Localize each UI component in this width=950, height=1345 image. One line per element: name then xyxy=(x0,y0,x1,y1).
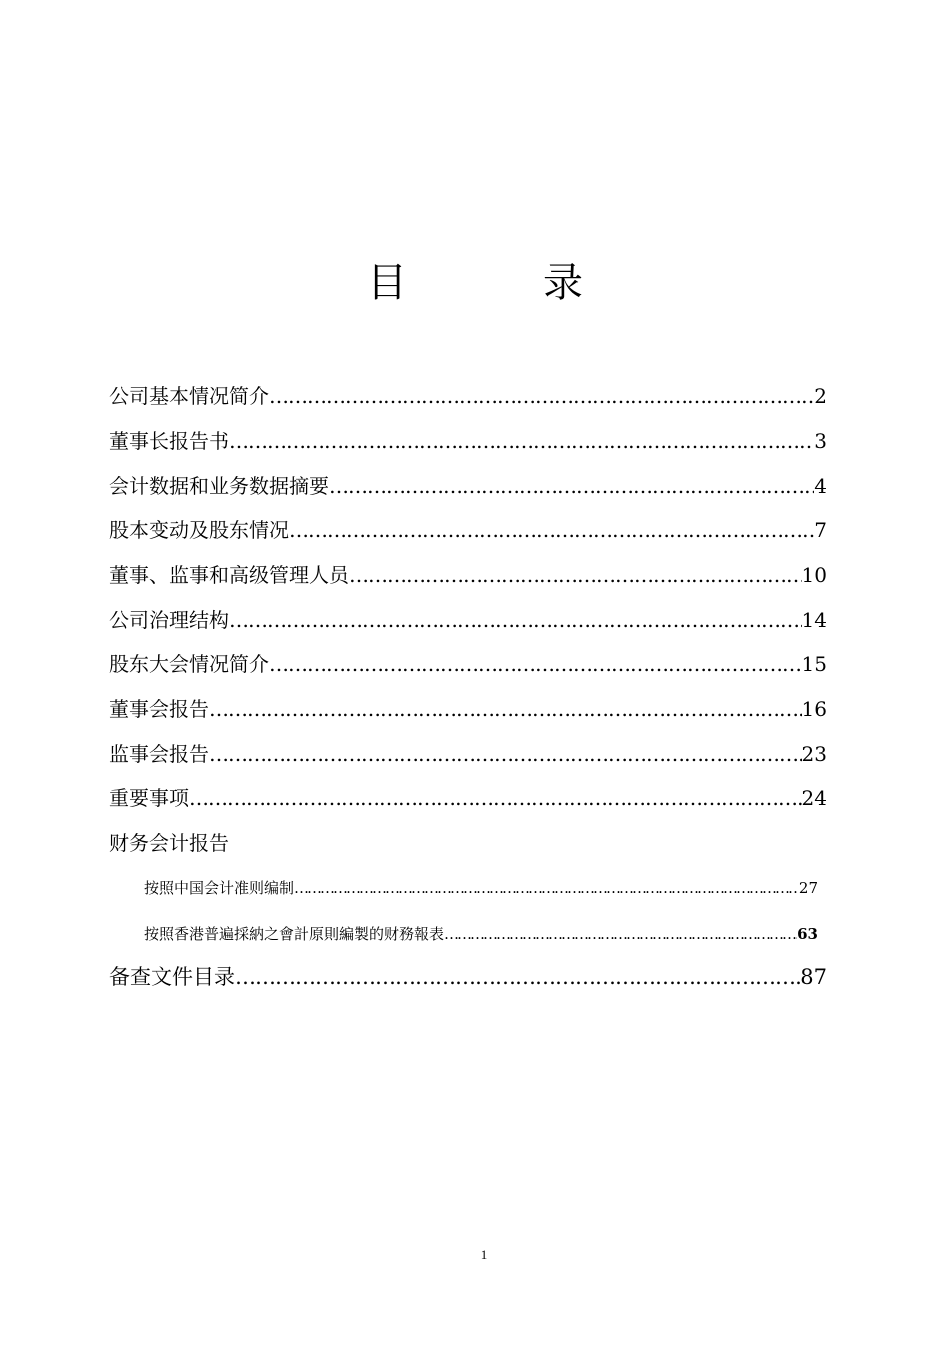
toc-entry-label: 按照中国会计准则编制 xyxy=(144,879,295,897)
toc-entry-label: 公司基本情况简介 xyxy=(109,384,269,408)
toc-leader-dots xyxy=(444,923,797,945)
toc-entry-label: 重要事项 xyxy=(109,786,189,810)
toc-entry-label: 财务会计报告 xyxy=(109,831,229,855)
toc-entry-page: 7 xyxy=(814,518,827,542)
toc-entry-label: 按照香港普遍採納之會計原則編製的财務報表 xyxy=(144,925,445,943)
toc-entry xyxy=(109,695,827,723)
toc-entry xyxy=(109,561,827,589)
toc-entry-page: 27 xyxy=(798,879,818,897)
toc-leader-dots xyxy=(209,695,802,723)
toc-entry-page: 23 xyxy=(801,742,827,766)
toc-entry-label: 董事、监事和高级管理人员 xyxy=(109,563,349,587)
toc-entry-page: 87 xyxy=(800,965,827,989)
toc-entry xyxy=(109,606,827,634)
toc-leader-dots xyxy=(189,784,802,812)
toc-entry xyxy=(109,740,827,768)
toc-leader-dots xyxy=(269,382,814,410)
toc-leader-dots xyxy=(294,877,799,899)
toc-leader-dots xyxy=(209,740,802,768)
toc-leader-dots xyxy=(229,606,802,634)
page-title: 目 录 xyxy=(367,259,631,306)
toc-leader-dots xyxy=(329,472,814,500)
toc-entry-label: 董事会报告 xyxy=(109,697,209,721)
toc-entry-page: 24 xyxy=(801,786,827,810)
toc-entry-page: 15 xyxy=(801,652,827,676)
toc-entry xyxy=(109,963,827,991)
toc-leader-dots xyxy=(349,561,802,589)
toc-entry-page: 63 xyxy=(797,925,818,943)
toc-entry-label: 监事会报告 xyxy=(109,742,209,766)
toc-entry xyxy=(109,516,827,544)
toc-entry-label: 公司治理结构 xyxy=(109,608,229,632)
toc-entry-label: 备查文件目录 xyxy=(109,965,235,989)
toc-entry-label: 会计数据和业务数据摘要 xyxy=(109,474,329,498)
toc-entry-label: 董事长报告书 xyxy=(109,429,229,453)
toc-leader-dots xyxy=(269,650,802,678)
toc-leader-dots xyxy=(235,963,800,991)
toc-sub-entry xyxy=(144,923,818,945)
toc-entry xyxy=(109,382,827,410)
page-number: 1 xyxy=(480,1247,488,1262)
toc-entry-label: 股本变动及股东情况 xyxy=(109,518,289,542)
toc-entry-page: 4 xyxy=(814,474,827,498)
toc-section-heading xyxy=(109,829,827,857)
toc-entry xyxy=(109,784,827,812)
toc-entry-page: 14 xyxy=(801,608,827,632)
toc-sub-entry xyxy=(144,877,818,899)
toc-entry xyxy=(109,427,827,455)
toc-entry-page: 2 xyxy=(814,384,827,408)
toc-entry xyxy=(109,472,827,500)
toc-entry xyxy=(109,650,827,678)
toc-entry-label: 股东大会情况简介 xyxy=(109,652,269,676)
toc-entry-page: 16 xyxy=(801,697,827,721)
toc-entry-page: 3 xyxy=(814,429,827,453)
toc-leader-dots xyxy=(229,427,814,455)
toc-entry-page: 10 xyxy=(801,563,827,587)
toc-leader-dots xyxy=(289,516,814,544)
